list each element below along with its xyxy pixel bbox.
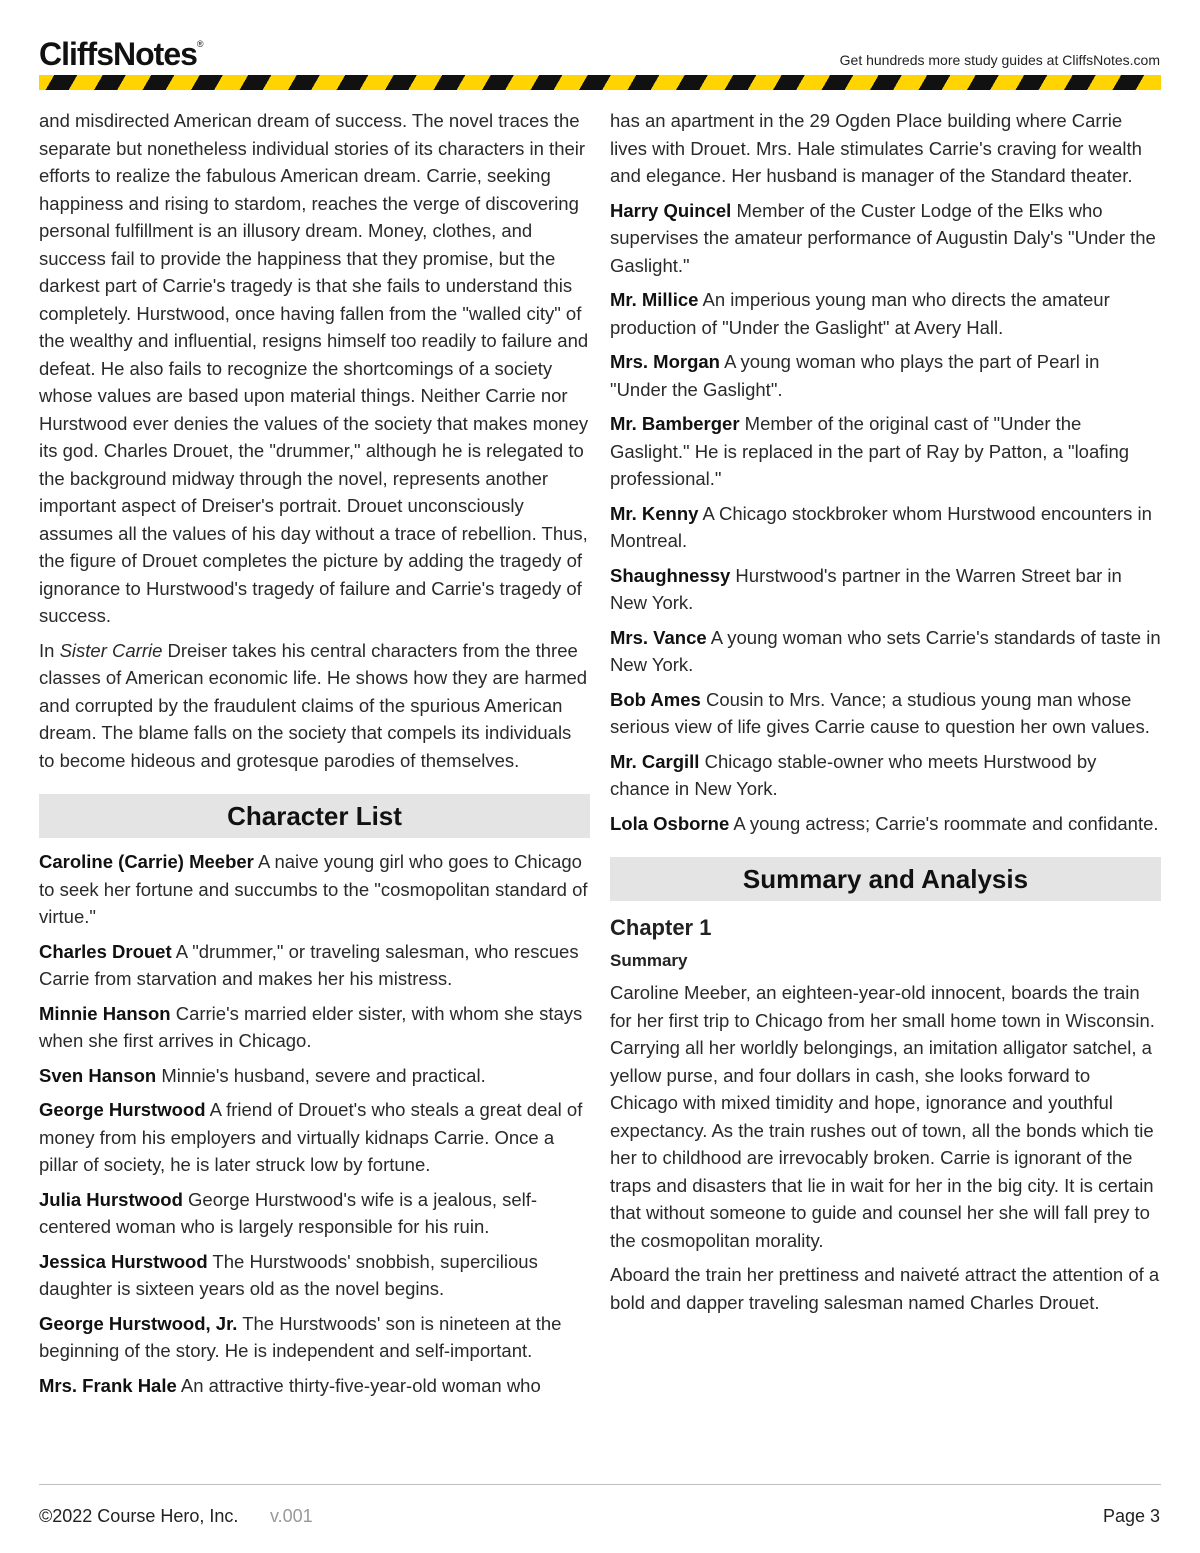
character-name: Bob Ames	[610, 688, 701, 710]
character-entry	[39, 1096, 590, 1179]
character-entry	[610, 624, 1161, 679]
header-tagline[interactable]: Get hundreds more study guides at CliffsNotes.com	[839, 52, 1160, 68]
hazard-stripe-divider	[39, 75, 1161, 90]
logo-text: CliffsNotes	[39, 36, 197, 72]
character-desc: The Hurstwoods' son is nineteen at the beginning of the story. He is independent and self-important.	[39, 1312, 562, 1361]
chapter-title: Chapter 1	[610, 915, 712, 940]
character-desc: A young woman who sets Carrie's standards of taste in New York.	[610, 626, 1161, 675]
character-desc: Chicago stable-owner who meets Hurstwood by chance in New York.	[610, 750, 1097, 799]
character-entry	[610, 686, 1161, 741]
character-entry	[39, 1310, 590, 1365]
right-column	[610, 107, 1161, 1323]
intro-paragraph: and misdirected American dream of success. The novel traces the separate but nonetheless individual stories of its characters in their efforts to realize the fabulous American dream. Carrie, seeking happiness and rising to stardom, reaches the verge of discovering personal fulfillment is an illusory dream. Money, clothes, and success fail to provide the happiness that they promise, but the darkest part of Carrie's tragedy is that she fails to understand this completely. Hurstwood, once having fallen from the "walled city" of the wealthy and influential, resigns himself too readily to failure and defeat. He also fails to recognize the shortcomings of a society whose values are based upon material things. Neither Carrie nor Hurstwood ever denies the values of the society that makes money its god. Charles Drouet, the "drummer," although he is relegated to the background midway through the novel, represents another important aspect of Dreiser's portrait. Drouet unconsciously assumes all the values of his day without a trace of rebellion. Thus, the figure of Drouet completes the picture by adding the tragedy of ignorance to Hurstwood's tragedy of failure and Carrie's tragedy of success.	[39, 110, 589, 626]
character-list-heading: Character List	[39, 794, 590, 838]
summary-paragraph: Aboard the train her prettiness and naiveté attract the attention of a bold and dapper traveling salesman named Charles Drouet.	[610, 1264, 1160, 1313]
character-name: Jessica Hurstwood	[39, 1250, 208, 1272]
character-desc: A "drummer," or traveling salesman, who rescues Carrie from starvation and makes her his mistress.	[39, 940, 579, 989]
character-entry	[39, 938, 590, 993]
character-entry	[610, 748, 1161, 803]
character-desc: A Chicago stockbroker whom Hurstwood encounters in Montreal.	[610, 502, 1152, 551]
character-name: Mr. Kenny	[610, 502, 699, 524]
character-entry	[39, 1000, 590, 1055]
character-name: Mr. Millice	[610, 289, 699, 310]
character-desc: A friend of Drouet's who steals a great deal of money from his employers and virtually kidnaps Carrie. Once a pillar of society, he is later struck low by fortune.	[39, 1099, 583, 1175]
character-continuation: has an apartment in the 29 Ogden Place building where Carrie lives with Drouet. Mrs. Hale stimulates Carrie's craving for wealth and elegance. Her husband is manager of the Standard theater.	[610, 110, 1142, 186]
sister-carrie-title: Sister Carrie	[59, 639, 163, 661]
summary-paragraph: Caroline Meeber, an eighteen-year-old innocent, boards the train for her first trip to Chicago from her small home town in Wisconsin. Carrying all her worldly belongings, an imitation alligator satchel, a yellow purse, and four dollars in cash, she looks forward to Chicago with mixed timidity and hope, ignorance and youthful expectancy. As the train rushes out of town, all the bonds which tie her to childhood are irrevocably broken. Carrie is ignorant of the traps and disasters that lie in wait for her in the big city. It is certain that without someone to guide and counsel her she will fall prey to the cosmopolitan morality.	[610, 982, 1155, 1251]
summary-label: Summary	[610, 951, 688, 970]
character-name: Mrs. Frank Hale	[39, 1374, 177, 1396]
page-number: Page 3	[1102, 1506, 1160, 1526]
cliffsnotes-logo[interactable]	[39, 36, 204, 73]
character-desc: A young actress; Carrie's roommate and confidante.	[729, 812, 1159, 834]
character-desc: Member of the original cast of "Under the Gaslight." He is replaced in the part of Ray by Patton, a "loafing professional."	[610, 413, 1130, 489]
character-desc: A naive young girl who goes to Chicago to seek her fortune and succumbs to the "cosmopolitan standard of virtue."	[39, 851, 588, 927]
sister-carrie-rest: Dreiser takes his central characters from the three classes of American economic life. He shows how they are harmed and corrupted by the fraudulent claims of the spurious American dream. The blame falls on the society that compels its individuals to become hideous and grotesque parodies of themselves.	[39, 639, 588, 771]
sister-carrie-lead: In	[39, 639, 60, 661]
character-desc: Member of the Custer Lodge of the Elks who supervises the amateur performance of Augustin Daly's "Under the Gaslight."	[610, 199, 1156, 276]
character-name: Shaughnessy	[610, 564, 731, 586]
character-entry	[610, 562, 1161, 617]
character-desc: An imperious young man who directs the amateur production of "Under the Gaslight" at Avery Hall.	[610, 289, 1110, 338]
character-entry	[39, 848, 590, 931]
character-name: Sven Hanson	[39, 1064, 157, 1086]
registered-mark: ®	[196, 39, 204, 49]
character-desc: George Hurstwood's wife is a jealous, self-centered woman who is largely responsible for his ruin.	[39, 1188, 538, 1237]
sister-carrie-paragraph	[39, 637, 590, 775]
character-desc: Cousin to Mrs. Vance; a studious young man whose serious view of life gives Carrie cause to question her own values.	[610, 688, 1150, 737]
character-name: Lola Osborne	[610, 812, 730, 834]
character-desc: Minnie's husband, severe and practical.	[156, 1064, 486, 1086]
character-entry	[610, 810, 1161, 838]
character-name: George Hurstwood, Jr.	[39, 1312, 238, 1334]
character-entry	[610, 197, 1161, 280]
version-label: v.001	[270, 1506, 313, 1526]
character-name: Mrs. Vance	[610, 626, 707, 648]
character-desc: The Hurstwoods' snobbish, supercilious daughter is sixteen years old as the novel begins.	[39, 1250, 538, 1299]
character-entry	[610, 286, 1161, 341]
character-name: Charles Drouet	[39, 940, 172, 962]
character-name: Mr. Bamberger	[610, 413, 740, 434]
character-name: Harry Quincel	[610, 199, 732, 221]
character-entry	[39, 1248, 590, 1303]
character-entry	[39, 1062, 590, 1090]
summary-analysis-heading: Summary and Analysis	[610, 857, 1161, 901]
copyright: ©2022 Course Hero, Inc.	[39, 1506, 239, 1526]
character-name: Minnie Hanson	[39, 1002, 171, 1024]
character-name: Mrs. Morgan	[610, 351, 720, 372]
character-entry	[39, 1372, 590, 1400]
character-entry	[610, 348, 1161, 403]
character-desc: Hurstwood's partner in the Warren Street bar in New York.	[610, 564, 1122, 613]
character-desc: Carrie's married elder sister, with whom she stays when she first arrives in Chicago.	[39, 1002, 583, 1051]
character-name: George Hurstwood	[39, 1099, 206, 1120]
left-column	[39, 107, 590, 1406]
footer-divider	[39, 1484, 1161, 1485]
character-entry	[39, 1186, 590, 1241]
character-desc: A young woman who plays the part of Pearl in "Under the Gaslight".	[610, 351, 1100, 400]
character-desc: An attractive thirty-five-year-old woman who	[176, 1374, 541, 1396]
character-entry	[610, 500, 1161, 555]
character-name: Julia Hurstwood	[39, 1188, 183, 1210]
character-name: Mr. Cargill	[610, 750, 700, 772]
character-name: Caroline (Carrie) Meeber	[39, 851, 254, 872]
character-entry	[610, 410, 1161, 493]
